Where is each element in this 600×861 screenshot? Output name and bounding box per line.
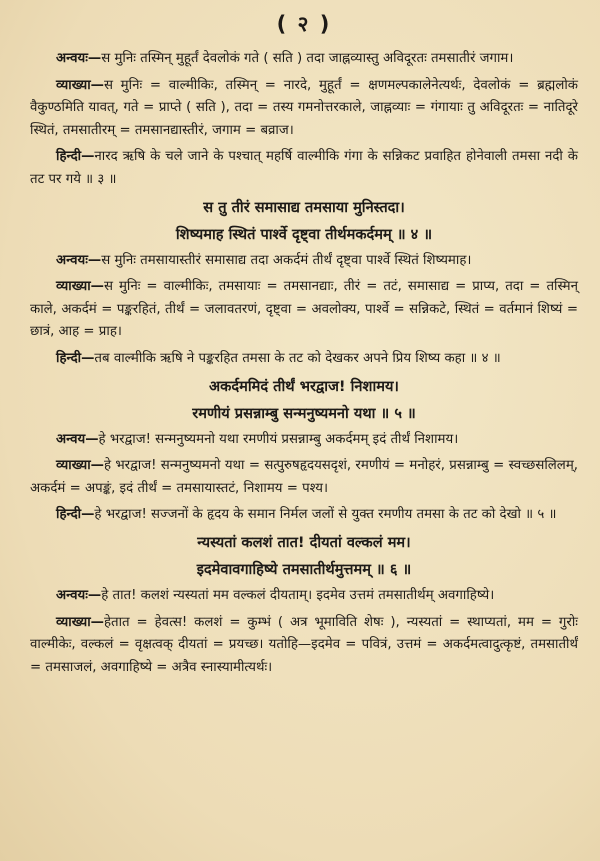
paragraph-text: नारद ऋषि के चले जाने के पश्चात् महर्षि वाल्मीकि गंगा के सन्निकट प्रवाहित होनेवाली तमसा नदी के तट पर गये ॥ ३ ॥ [30,149,578,187]
section-label: व्याख्या— [56,458,104,474]
verse-line: शिष्यमाह स्थितं पार्श्वे दृष्ट्वा तीर्थमकर्दमम् ॥ ४ ॥ [175,225,433,243]
section-label: व्याख्या— [56,614,104,630]
commentary-paragraph [30,48,578,71]
page-number: ( २ ) [276,12,332,36]
section-label: अन्वयः— [56,51,102,66]
paragraph-text: स मुनिः = वाल्मीकिः, तमसायाः = तमसानद्याः, तीरं = तटं, समासाद्य = प्राप्य, तदा = तस्मिन् काले, अकर्दमं = पङ्करहितं, तीर्थं = जलावतरणं, दृष्ट्वा = अवलोक्य, पार्श्वे = सन्निकटे, स्थितं = वर्तमानं शिष्यं = छात्रं, आह = प्राह। [30,279,578,340]
commentary-paragraph [30,429,578,452]
paragraph-text: हे भरद्वाज! सन्मनुष्यमनो यथा = सत्पुरुषहृदयसदृशं, रमणीयं = मनोहरं, प्रसन्नाम्बु = स्वच्छसलिलम्, अकर्दमं = अपङ्कं, इदं तीर्थं = तमसायास्तटं, निशामय = पश्य। [30,458,578,496]
section-label: व्याख्या— [56,77,104,93]
commentary-paragraph [30,504,578,527]
commentary-paragraph [30,146,578,191]
paragraph-text: हे तात! कलशं न्यस्यतां मम वल्कलं दीयताम्। इदमेव उत्तमं तमसातीर्थम् अवगाहिष्ये। [101,587,495,603]
commentary-paragraph [30,455,578,500]
verse-line: स तु तीरं समासाद्य तमसाया मुनिस्तदा। [203,198,405,216]
verse-line: न्यस्यतां कलशं तात! दीयतां वल्कलं मम। [197,533,411,551]
section-label: हिन्दी— [56,149,95,165]
page-content [30,48,578,679]
paragraph-text: तब वाल्मीकि ऋषि ने पङ्करहित तमसा के तट को देखकर अपने प्रिय शिष्य कहा ॥ ४ ॥ [94,350,501,366]
commentary-paragraph [30,276,578,344]
commentary-paragraph [30,612,578,680]
paragraph-text: हेतात = हेवत्स! कलशं = कुम्भं ( अत्र भूमाविति शेषः ), न्यस्यतां = स्थाप्यतां, मम = गुरोः वाल्मीकेः, वल्कलं = वृक्षत्वक् दीयतां = प्रयच्छ। यतोहि—इदमेव = पवित्रं, उत्तमं = अकर्दमत्वादुत्कृष्टं, तमसातीर्थं = तमसाजलं, अवगाहिष्ये = अत्रैव स्नास्यामीत्यर्थः। [30,614,578,675]
section-label: हिन्दी— [56,350,95,366]
commentary-paragraph [30,348,578,371]
paragraph-text: हे भरद्वाज! सज्जनों के हृदय के समान निर्मल जलों से युक्त रमणीय तमसा के तट को देखो ॥ ५ ॥ [94,507,557,523]
section-label: अन्वय— [56,431,99,447]
verse-line: रमणीयं प्रसन्नाम्बु सन्मनुष्यमनो यथा ॥ ५ ॥ [192,404,416,422]
paragraph-text: स मुनिः तमसायास्तीरं समासाद्य तदा अकर्दमं तीर्थं दृष्ट्वा पार्श्वे स्थितं शिष्यमाह। [101,252,472,268]
paragraph-text: स मुनिः तस्मिन् मुहूर्तं देवलोकं गते ( सति ) तदा जाह्नव्यास्तु अविदूरतः तमसातीरं जगाम। [101,51,514,66]
verse-line: इदमेवावगाहिष्ये तमसातीर्थमुत्तमम् ॥ ६ ॥ [196,560,412,578]
section-label: हिन्दी— [56,507,95,523]
commentary-paragraph [30,250,578,273]
paragraph-text: स मुनिः = वाल्मीकिः, तस्मिन् = नारदे, मुहूर्तं = क्षणमल्पकालेनेत्यर्थः, देवलोकं = ब्रह्मलोकं वैकुण्ठमिति यावत्, गते = प्राप्ते ( सति ), तदा = तस्य गमनोत्तरकाले, जाह्नव्याः = गंगायाः तु अविदूरतः = नातिदूरे स्थितं, तमसातीरम् = तमसानद्यास्तीरं, जगाम = बव्राज। [30,77,578,138]
section-label: अन्वयः— [56,587,102,603]
commentary-paragraph [30,75,578,143]
verse-line: अकर्दममिदं तीर्थं भरद्वाज! निशामय। [209,377,399,395]
paragraph-text: हे भरद्वाज! सन्मनुष्यमनो यथा रमणीयं प्रसन्नाम्बु अकर्दमम् इदं तीर्थं निशामय। [98,431,459,447]
section-label: अन्वयः— [56,252,102,268]
commentary-paragraph [30,585,578,608]
section-label: व्याख्या— [56,279,104,295]
